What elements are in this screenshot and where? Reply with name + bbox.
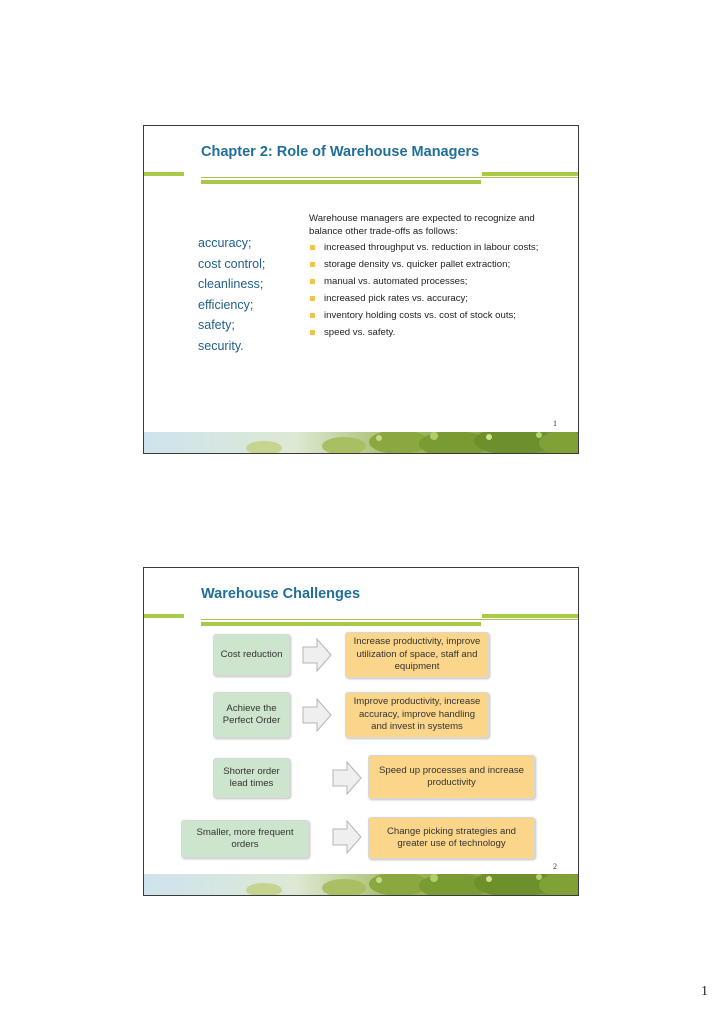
list-item: increased pick rates vs. accuracy;	[309, 292, 549, 305]
trade-offs-block	[309, 212, 549, 343]
list-item: safety;	[198, 318, 235, 332]
list-item: storage density vs. quicker pallet extraction;	[309, 258, 549, 271]
accent-bar-left	[144, 172, 184, 176]
tree-banner-image	[144, 874, 578, 895]
challenge-box: Smaller, more frequent orders	[181, 820, 309, 858]
response-box: Speed up processes and increase productivity	[368, 755, 535, 799]
slide-page-number: 2	[553, 862, 557, 871]
challenge-box: Shorter order lead times	[213, 758, 290, 798]
square-bullet-icon	[310, 279, 315, 284]
tree-banner-image	[144, 432, 578, 453]
list-item: security.	[198, 338, 244, 353]
list-item: increased throughput vs. reduction in labour costs;	[309, 241, 549, 254]
accent-bar-right	[482, 614, 578, 618]
list-item: cost control;	[198, 256, 266, 271]
challenge-box: Cost reduction	[213, 634, 290, 676]
right-arrow-icon	[302, 638, 332, 672]
list-item: speed vs. safety.	[309, 326, 549, 339]
response-box: Improve productivity, increase accuracy, improve handling and invest in systems	[345, 692, 489, 738]
slide-title: Chapter 2: Role of Warehouse Managers	[201, 144, 480, 160]
list-item: cleanliness;	[198, 277, 264, 291]
right-arrow-icon	[302, 698, 332, 732]
slide-1	[143, 125, 579, 454]
right-arrow-icon	[332, 761, 362, 795]
square-bullet-icon	[310, 296, 315, 301]
accent-bar-left	[144, 614, 184, 618]
accent-rule	[201, 177, 578, 178]
square-bullet-icon	[310, 313, 315, 318]
list-item: manual vs. automated processes;	[309, 275, 549, 288]
slide-title: Warehouse Challenges	[201, 586, 361, 602]
response-box: Change picking strategies and greater use of technology	[368, 817, 535, 859]
square-bullet-icon	[310, 245, 315, 250]
square-bullet-icon	[310, 262, 315, 267]
trade-offs-intro: Warehouse managers are expected to recognize and balance other trade-offs as follows:	[309, 213, 535, 237]
accent-bar-middle	[201, 622, 481, 626]
slide-page-number: 1	[553, 419, 557, 428]
list-item: accuracy;	[198, 236, 252, 250]
accent-bar-middle	[201, 180, 481, 184]
accent-rule	[201, 619, 578, 620]
challenge-box: Achieve the Perfect Order	[213, 692, 290, 738]
list-item: inventory holding costs vs. cost of stock outs;	[309, 309, 549, 322]
list-item: efficiency;	[198, 297, 254, 312]
right-arrow-icon	[332, 820, 362, 854]
response-box: Increase productivity, improve utilization of space, staff and equipment	[345, 632, 489, 678]
sheet-page-number: 1	[701, 984, 708, 999]
priority-list	[198, 233, 265, 356]
accent-bar-right	[482, 172, 578, 176]
trade-offs-list	[309, 241, 549, 339]
slide-2	[143, 567, 579, 896]
square-bullet-icon	[310, 330, 315, 335]
